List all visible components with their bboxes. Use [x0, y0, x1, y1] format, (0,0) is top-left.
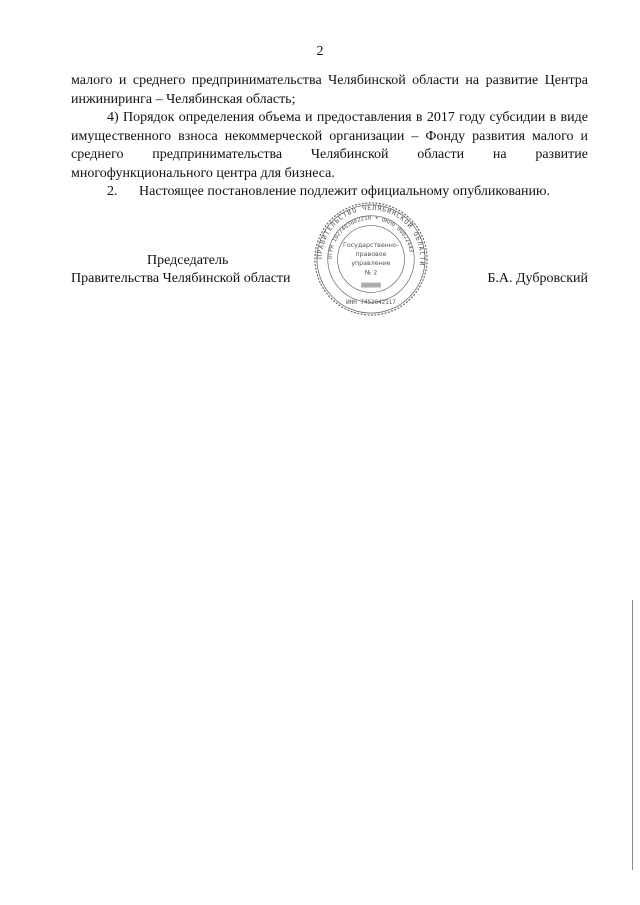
- stamp-outer-text: ПРАВИТЕЛЬСТВО ЧЕЛЯБИНСКОЙ ОБЛАСТИ: [315, 203, 427, 267]
- margin-scan-line: [632, 600, 633, 870]
- page-number: 2: [316, 44, 324, 59]
- signatory-title-line2: Правительства Челябинской области: [71, 271, 291, 286]
- stamp-inner-text: ОГРН 1027403882210 • ОКПО 00022443: [327, 215, 414, 260]
- svg-text:№ 2: № 2: [364, 269, 378, 277]
- signatory-title-line1: Председатель: [147, 253, 229, 268]
- paragraph-continuation: малого и среднего предпринимательства Челябинской области на развитие Центра инжиниринга – Челябинская область;: [71, 73, 588, 107]
- svg-text:управление: управление: [351, 259, 391, 267]
- item-number: 2.: [107, 184, 118, 199]
- stamp-smudge: [361, 283, 381, 288]
- stamp-center-text: [343, 242, 399, 277]
- official-seal-stamp: [312, 200, 430, 318]
- document-body: [71, 72, 588, 202]
- paragraph-item-2: [71, 183, 588, 202]
- signatory-name: Б.А. Дубровский: [487, 271, 588, 286]
- svg-text:правовое: правовое: [355, 251, 387, 259]
- svg-text:Государственно-: Государственно-: [342, 242, 400, 250]
- stamp-inn-text: ИНН 7452042117: [346, 300, 396, 307]
- paragraph-item-4: 4) Порядок определения объема и предоставления в 2017 году субсидии в виде имущественного взноса некоммерческой организации – Фонду развития малого и среднего предпринимательства Челябинской области на развитие многофункционального центра для бизнеса.: [71, 110, 588, 181]
- item-text: Настоящее постановление подлежит официальному опубликованию.: [139, 184, 550, 199]
